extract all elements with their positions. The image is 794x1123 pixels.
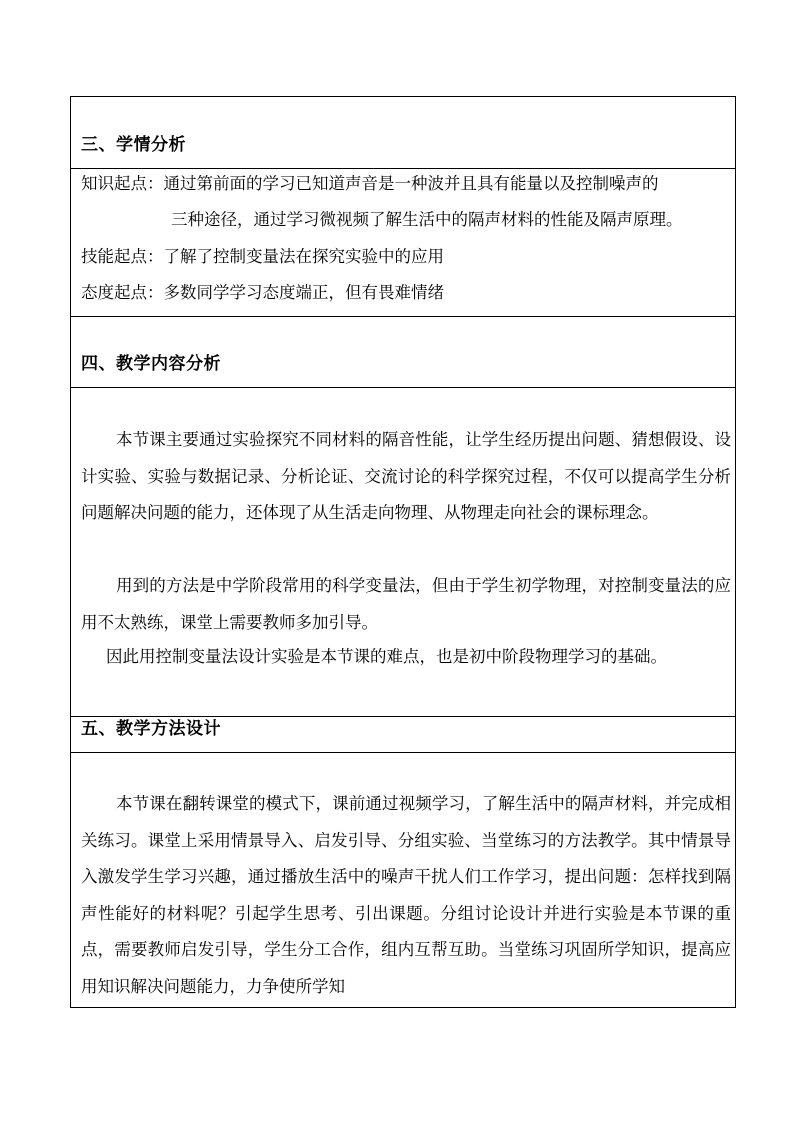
knowledge-starting-point-line1: 知识起点：通过第前面的学习已知道声音是一种波并且具有能量以及控制噪声的 [81, 174, 659, 193]
table-divider [71, 316, 735, 317]
heading-content-analysis: 四、教学内容分析 [81, 354, 221, 374]
table-divider [71, 716, 735, 717]
content-analysis-paragraph-2: 用到的方法是中学阶段常用的科学变量法，但由于学生初学物理，对控制变量法的应用不太熟练，课堂上需要教师多加引导。 [81, 576, 731, 632]
document-table [70, 96, 736, 1008]
content-analysis-paragraph-3: 因此用控制变量法设计实验是本节课的难点，也是初中阶段物理学习的基础。 [106, 647, 667, 666]
attitude-starting-point: 态度起点：多数同学学习态度端正，但有畏难情绪 [81, 283, 444, 302]
table-divider [71, 387, 735, 388]
knowledge-starting-point-line2: 三种途径，通过学习微视频了解生活中的隔声材料的性能及隔声原理。 [171, 210, 683, 229]
skill-starting-point: 技能起点：了解了控制变量法在探究实验中的应用 [81, 247, 444, 266]
table-divider [71, 752, 735, 753]
content-analysis-paragraph-1: 本节课主要通过实验探究不同材料的隔音性能，让学生经历提出问题、猜想假设、设计实验、实验与数据记录、分析论证、交流讨论的科学探究过程，不仅可以提高学生分析问题解决问题的能力，还体现了从生活走向物理、从物理走向社会的课标理念。 [81, 430, 731, 522]
method-design-paragraph: 本节课在翻转课堂的模式下，课前通过视频学习，了解生活中的隔声材料，并完成相关练习。课堂上采用情景导入、启发引导、分组实验、当堂练习的方法教学。其中情景导入激发学生学习兴趣，通过播放生活中的噪声干扰人们工作学习，提出问题：怎样找到隔声性能好的材料呢？引起学生思考、引出课题。分组讨论设计并进行实验是本节课的重点，需要教师启发引导，学生分工合作，组内互帮互助。当堂练习巩固所学知识，提高应用知识解决问题能力，力争使所学知 [81, 794, 731, 996]
table-divider [71, 168, 735, 169]
heading-method-design: 五、教学方法设计 [81, 719, 221, 739]
heading-learning-analysis: 三、学情分析 [81, 135, 186, 155]
